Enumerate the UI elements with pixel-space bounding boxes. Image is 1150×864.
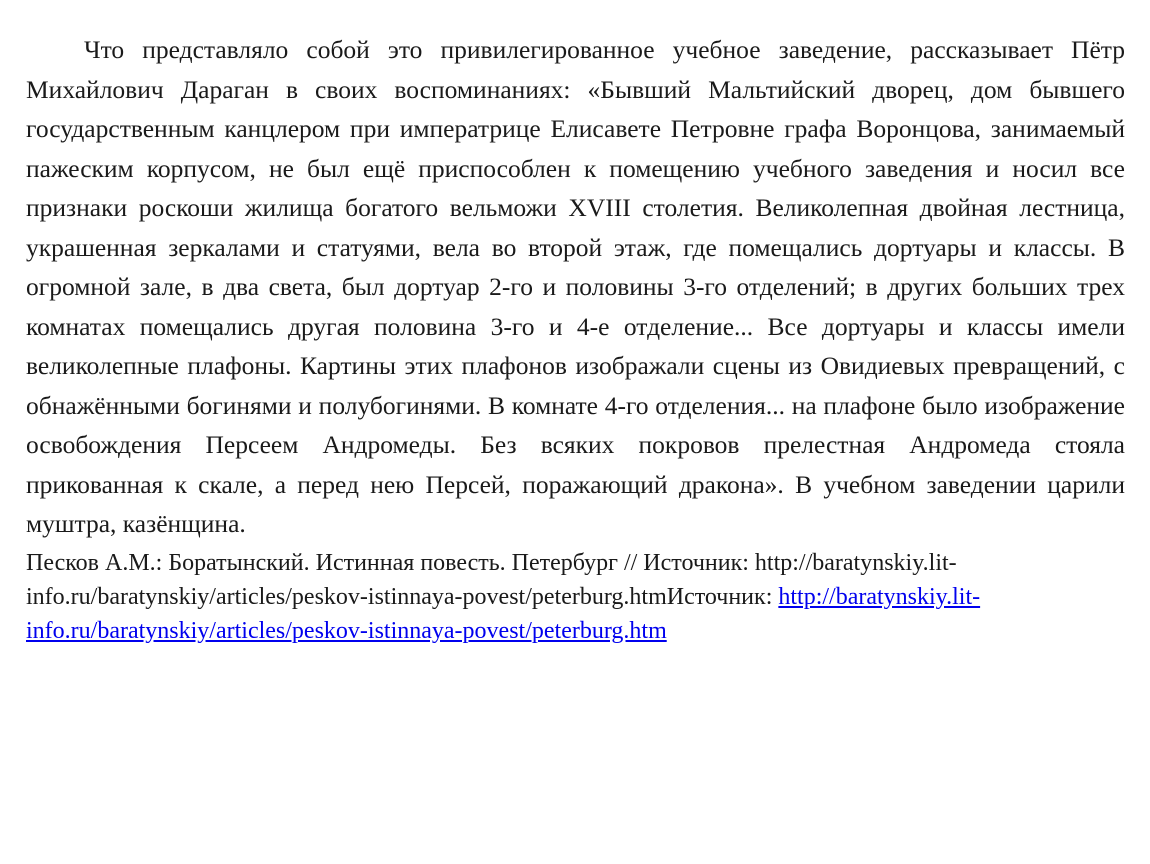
main-paragraph: Что представляло собой это привилегированное учебное заведение, рассказывает Пётр Михайлович Дараган в своих воспоминаниях: «Бывший Мальтийский дворец, дом бывшего государственным канцлером при императрице Елисавете Петровне графа Воронцова, занимаемый пажеским корпусом, не был ещё приспособлен к помещению учебного заведения и носил все признаки роскоши жилища богатого вельможи XVIII столетия. Великолепная двойная лестница, украшенная зеркалами и статуями, вела во второй этаж, где помещались дортуары и классы. В огромной зале, в два света, был дортуар 2-го и половины 3-го отделений; в других больших трех комнатах помещались другая половина 3-го и 4-е отделение... Все дортуары и классы имели великолепные плафоны. Картины этих плафонов изображали сцены из Овидиевых превращений, с обнажёнными богинями и полубогинями. В комнате 4-го отделения... на плафоне было изображение освобождения Персеем Андромеды. Без всяких покровов прелестная Андромеда стояла прикованная к скале, а перед нею Персей, поражающий дракона». В учебном заведении царили муштра, казёнщина. xyxy=(26,35,1125,538)
source-text: Песков А.М.: Боратынский. Истинная повесть. Петербург // Источник: http://baratynskiy.lit-info.ru/baratynskiy/articles/peskov-istinnaya-povest/peterburg.htmИсточник: xyxy=(26,549,957,610)
source-link[interactable]: http://baratynskiy.lit-info.ru/baratynskiy/articles/peskov-istinnaya-povest/peterburg.htm xyxy=(26,583,981,644)
document-page xyxy=(26,30,1125,648)
source-citation xyxy=(26,546,1125,648)
